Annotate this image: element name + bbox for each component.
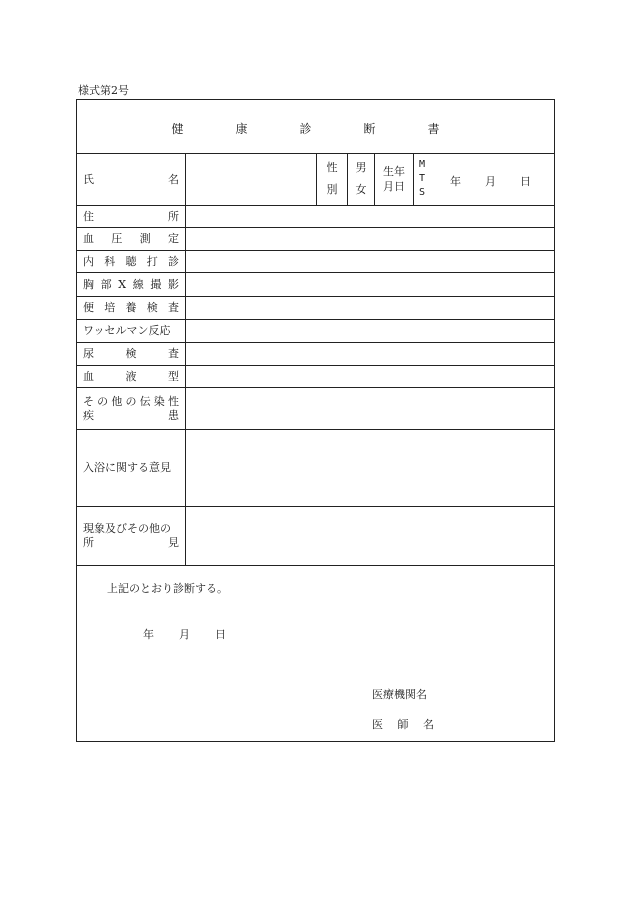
label-char: 他	[111, 394, 123, 408]
label-text: 現象及びその他の	[83, 522, 171, 535]
label-char: 医	[372, 718, 383, 731]
sign-month-unit: 月	[179, 628, 190, 641]
sign-day-unit: 日	[215, 628, 226, 641]
row-findings	[77, 507, 554, 566]
label-char: 検	[125, 347, 137, 360]
certification-statement: 上記のとおり診断する。	[107, 582, 228, 595]
sex-option-male[interactable]: 男	[355, 161, 367, 174]
chest-xray-input[interactable]	[187, 273, 554, 296]
row-chest-xray	[77, 273, 554, 297]
row-label	[77, 388, 186, 429]
sex-label	[317, 157, 347, 201]
address-input[interactable]	[187, 206, 554, 227]
row-label	[77, 430, 186, 506]
sex-label-char: 別	[326, 183, 338, 196]
label-char: 染	[153, 394, 165, 408]
label-char: 伝	[139, 394, 151, 408]
dob-label	[375, 164, 413, 194]
label-char: 名	[423, 718, 434, 731]
row-label	[77, 343, 186, 365]
era-m[interactable]: M	[419, 159, 426, 170]
label-char: 所	[168, 209, 179, 223]
findings-input[interactable]	[187, 507, 554, 565]
label-char: の	[97, 394, 109, 408]
institution-label: 医療機関名	[372, 688, 427, 701]
health-certificate-form	[76, 99, 555, 742]
form-title: 健 康 診 断 書	[171, 122, 460, 136]
label-char: 胸	[83, 277, 94, 291]
label-char: 聴	[125, 254, 137, 268]
blood-pressure-input[interactable]	[187, 228, 554, 250]
label-char: 便	[83, 301, 94, 314]
row-label	[77, 297, 186, 319]
other-disease-input[interactable]	[187, 388, 554, 429]
dob-month-unit: 月	[485, 175, 496, 188]
label-char: 部	[100, 277, 112, 291]
row-label	[77, 320, 186, 342]
dob-label-line: 生年	[383, 165, 405, 178]
label-char: 定	[167, 232, 179, 245]
label-char: 液	[125, 369, 137, 383]
label-text: ワッセルマン反応	[83, 324, 171, 337]
label-char: 所	[83, 536, 94, 549]
row-internal-exam	[77, 251, 554, 273]
bathing-opinion-input[interactable]	[187, 430, 554, 506]
era-t[interactable]: T	[419, 173, 426, 184]
row-label	[77, 251, 186, 272]
row-address	[77, 206, 554, 228]
row-blood-pressure	[77, 228, 554, 251]
label-char: 測	[139, 232, 151, 245]
sign-year-unit: 年	[143, 628, 154, 641]
dob-year-unit: 年	[450, 175, 461, 188]
label-char: 線	[132, 277, 144, 291]
name-label	[77, 154, 186, 205]
label-char: 打	[146, 254, 158, 268]
name-char: 氏	[83, 172, 94, 186]
title-row	[77, 100, 554, 154]
label-char: 見	[168, 536, 179, 549]
label-char: 培	[104, 301, 116, 314]
label-char: の	[125, 394, 137, 408]
wassermann-input[interactable]	[187, 320, 554, 342]
label-char: 疾	[83, 408, 94, 422]
label-char: 血	[83, 232, 94, 245]
label-char: 撮	[150, 277, 162, 291]
label-char: 査	[168, 347, 179, 360]
row-label	[77, 366, 186, 387]
label-char: 検	[146, 301, 158, 314]
row-label	[77, 507, 186, 565]
row-urine-test	[77, 343, 554, 366]
divider	[413, 154, 414, 205]
label-char: 患	[168, 408, 179, 422]
label-char: 血	[83, 369, 94, 383]
era-options[interactable]	[419, 158, 425, 200]
row-bathing-opinion	[77, 430, 554, 507]
label-char: 査	[168, 301, 179, 314]
label-char: 内	[83, 254, 94, 268]
blood-type-input[interactable]	[187, 366, 554, 387]
certification-section	[77, 566, 554, 741]
row-label	[77, 273, 186, 296]
label-char: 科	[104, 254, 116, 268]
label-char: 住	[83, 209, 94, 223]
dob-day-unit: 日	[520, 175, 531, 188]
dob-label-line: 月日	[383, 180, 405, 193]
row-label	[77, 206, 186, 227]
stool-culture-input[interactable]	[187, 297, 554, 319]
label-char: 性	[167, 394, 179, 408]
name-input[interactable]	[187, 154, 316, 205]
doctor-label	[372, 716, 434, 732]
sex-option-female[interactable]: 女	[355, 183, 367, 196]
urine-test-input[interactable]	[187, 343, 554, 365]
label-text: 入浴に関する意見	[83, 461, 171, 474]
name-char: 名	[168, 172, 179, 186]
label-char: X	[118, 277, 127, 291]
label-char: 診	[168, 254, 179, 268]
sex-options[interactable]	[348, 157, 374, 201]
label-char: 影	[167, 277, 179, 291]
row-other-disease	[77, 388, 554, 430]
label-char: 養	[125, 301, 137, 314]
sex-label-char: 性	[326, 161, 338, 174]
era-s[interactable]: S	[419, 187, 426, 198]
label-char: そ	[83, 394, 94, 408]
name-row	[77, 154, 554, 206]
label-char: 圧	[111, 232, 123, 245]
label-char: 師	[397, 718, 409, 731]
row-wassermann	[77, 320, 554, 343]
label-char: 尿	[83, 347, 94, 360]
row-label	[77, 228, 186, 250]
label-char: 型	[168, 369, 179, 383]
form-number: 様式第2号	[78, 84, 129, 97]
internal-exam-input[interactable]	[187, 251, 554, 272]
row-stool-culture	[77, 297, 554, 320]
row-blood-type	[77, 366, 554, 388]
